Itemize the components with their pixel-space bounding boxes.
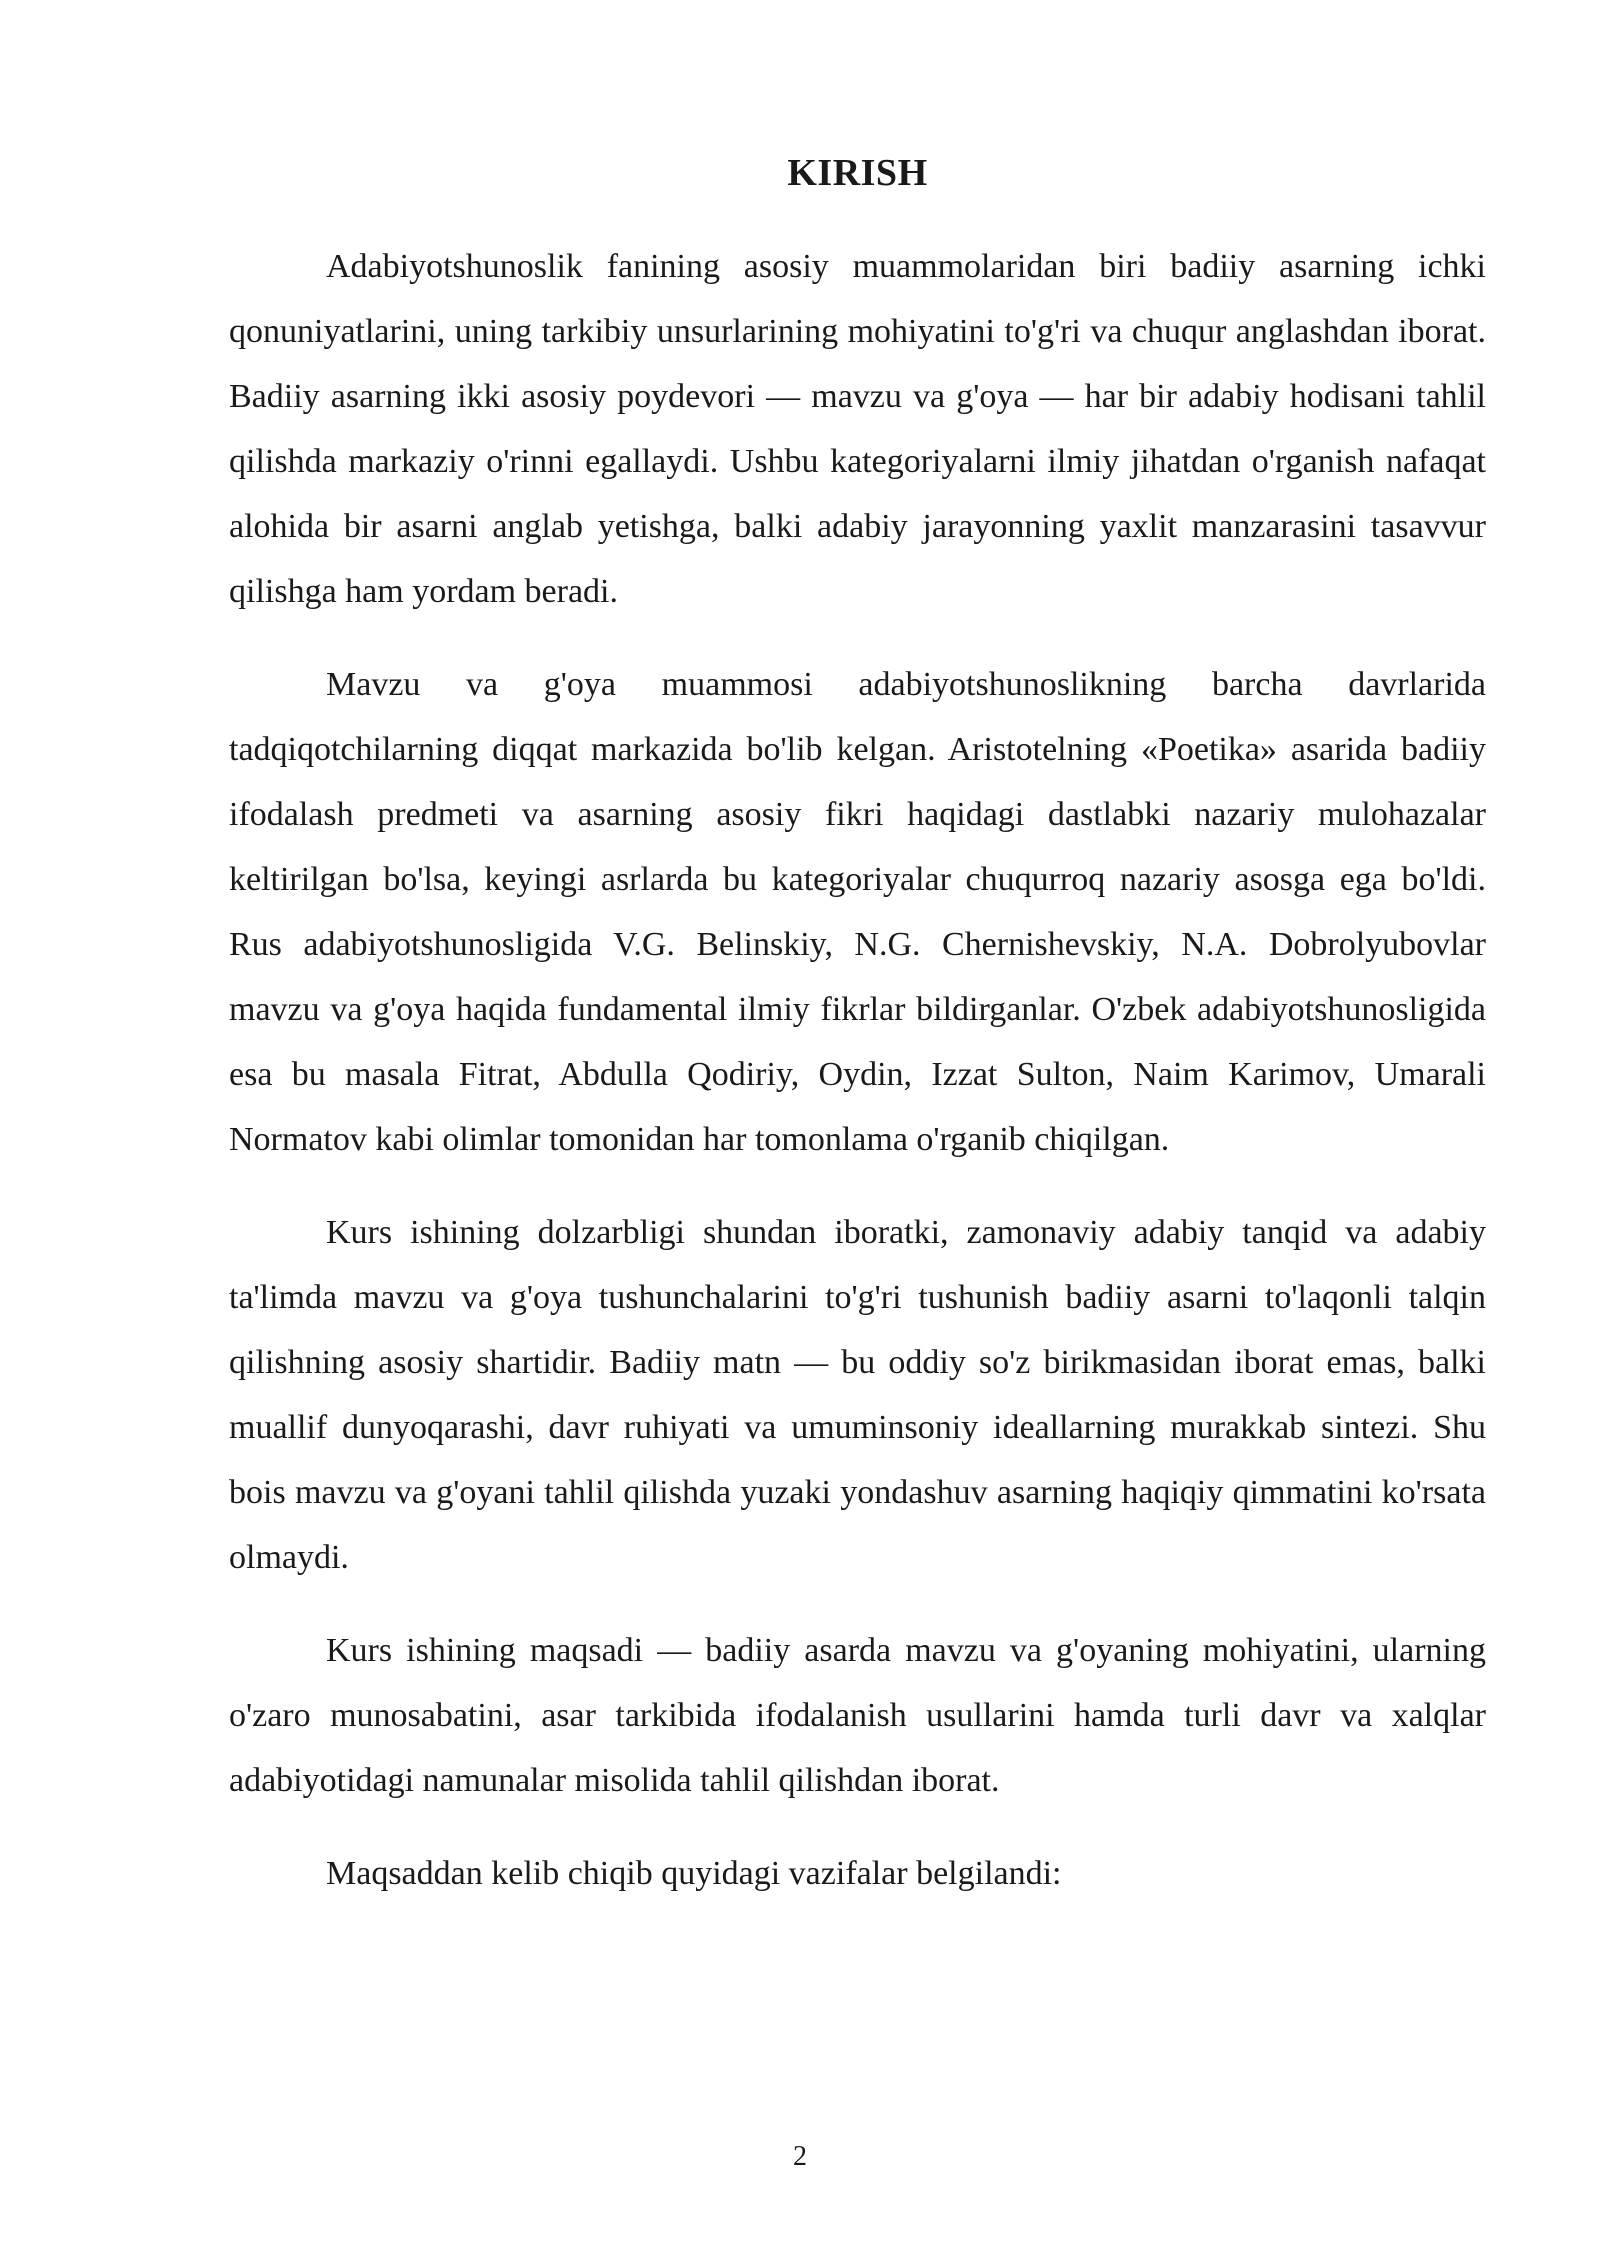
paragraph-intro: Adabiyotshunoslik fanining asosiy muammolaridan biri badiiy asarning ichki qonuniyatlarini, uning tarkibiy unsurlarining mohiyatini to'g'ri va chuqur anglashdan iborat. Badiiy asarning ikki asosiy poydevori — mavzu va g'oya — har bir adabiy hodisani tahlil qilishda markaziy o'rinni egallaydi. Ushbu kategoriyalarni ilmiy jihatdan o'rganish nafaqat alohida bir asarni anglab yetishga, balki adabiy jarayonning yaxlit manzarasini tasavvur qilishga ham yordam beradi. (229, 248, 1486, 610)
paragraph-history: Mavzu va g'oya muammosi adabiyotshunoslikning barcha davrlarida tadqiqotchilarning diqqat markazida bo'lib kelgan. Aristotelning «Poetika» asarida badiiy ifodalash predmeti va asarning asosiy fikri haqidagi dastlabki nazariy mulohazalar keltirilgan bo'lsa, keyingi asrlarda bu kategoriyalar chuqurroq nazariy asosga ega bo'ldi. Rus adabiyotshunosligida V.G. Belinskiy, N.G. Chernishevskiy, N.A. Dobrolyubovlar mavzu va g'oya haqida fundamental ilmiy fikrlar bildirganlar. O'zbek adabiyotshunosligida esa bu masala Fitrat, Abdulla Qodiriy, Oydin, Izzat Sulton, Naim Karimov, Umarali Normatov kabi olimlar tomonidan har tomonlama o'rganib chiqilgan. (229, 666, 1486, 1158)
paragraph-relevance: Kurs ishining dolzarbligi shundan iboratki, zamonaviy adabiy tanqid va adabiy ta'limda mavzu va g'oya tushunchalarini to'g'ri tushunish badiiy asarni to'laqonli talqin qilishning asosiy shartidir. Badiiy matn — bu oddiy so'z birikmasidan iborat emas, balki muallif dunyoqarashi, davr ruhiyati va umuminsoniy ideallarning murakkab sintezi. Shu bois mavzu va g'oyani tahlil qilishda yuzaki yondashuv asarning haqiqiy qimmatini ko'rsata olmaydi. (229, 1214, 1486, 1576)
paragraph-goal: Kurs ishining maqsadi — badiiy asarda mavzu va g'oyaning mohiyatini, ularning o'zaro munosabatini, asar tarkibida ifodalanish usullarini hamda turli davr va xalqlar adabiyotidagi namunalar misolida tahlil qilishdan iborat. (229, 1632, 1486, 1799)
section-title: KIRISH (787, 152, 928, 194)
page-content (229, 148, 1486, 1934)
page-number: 2 (793, 2141, 807, 2172)
paragraph-tasks-lead: Maqsaddan kelib chiqib quyidagi vazifalar belgilandi: (326, 1855, 1062, 1892)
